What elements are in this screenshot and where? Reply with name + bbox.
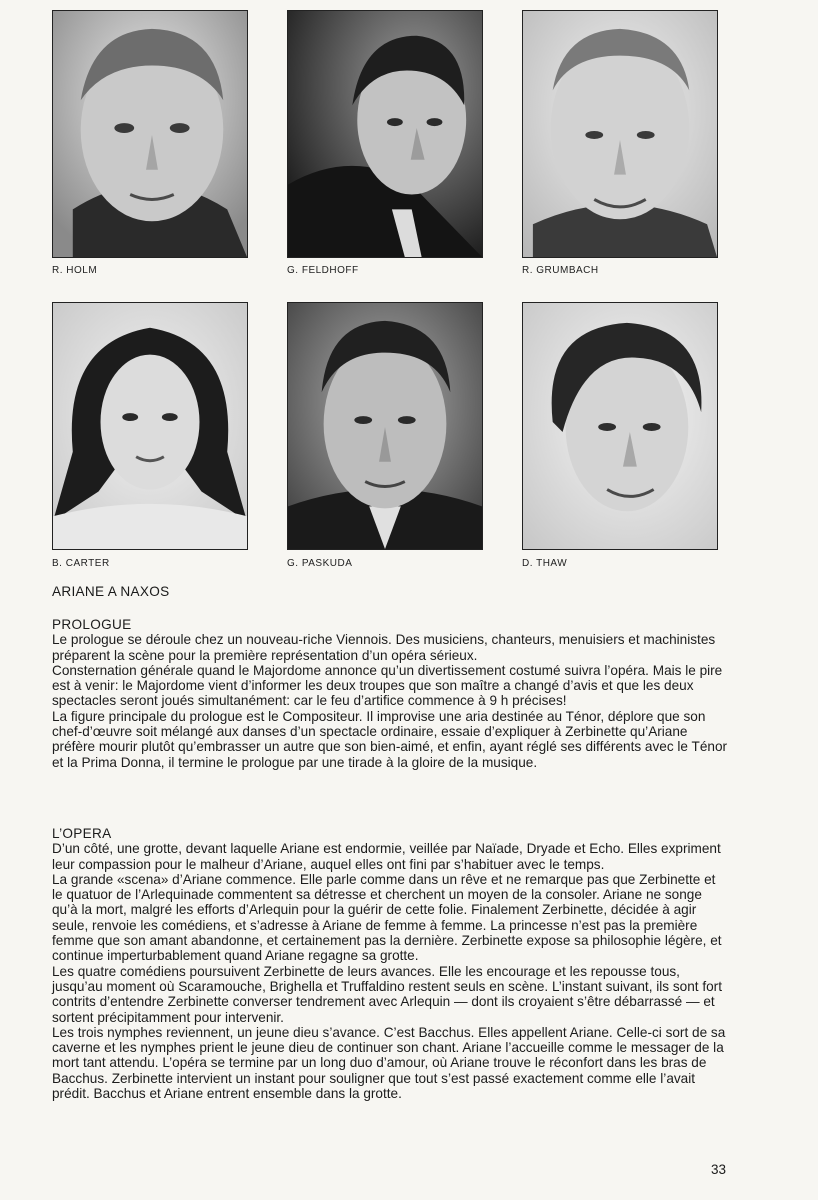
photo-caption: R. HOLM [52, 265, 98, 276]
portrait-photo-thaw [522, 302, 718, 550]
photo-caption: G. PASKUDA [287, 558, 353, 569]
paragraph: Les quatre comédiens poursuivent Zerbinette de leurs avances. Elle les encourage et les repousse tous, jusqu’au moment où Scaramouche, Brighella et Truffaldino restent seuls en scène. L’instant suivant, ils sont fort contrits d’entendre Zerbinette converser tendrement avec Arlequin — dont ils croyaient s’être débarrassé — et sortent précipitamment pour intervenir. [52, 963, 722, 1025]
portrait-photo-holm [52, 10, 248, 258]
paragraph: D’un côté, une grotte, devant laquelle Ariane est endormie, veillée par Naïade, Dryade et Echo. Elles expriment leur compassion pour le malheur d’Ariane, auquel elles ont fini par s’habituer avec le temps. [52, 841, 721, 872]
photo-caption: R. GRUMBACH [522, 265, 599, 276]
paragraph: La figure principale du prologue est le Compositeur. Il improvise une aria destinée au Ténor, déplore que son chef-d’œuvre soit mélangé aux danses d’un spectacle ordinaire, essaie d’expliquer à Zerbinette qu’Ariane préfère mourir plutôt qu’embrasser un autre que son bien-aimé, et enfin, ayant réglé ses différents avec le Ténor et la Prima Donna, il termine le prologue par une tirade à la gloire de la musique. [52, 708, 728, 770]
section-heading: L’OPERA [52, 826, 112, 841]
portrait-photo-feldhoff [287, 10, 483, 258]
photo-caption: D. THAW [522, 558, 568, 569]
paragraph: Consternation générale quand le Majordome annonce qu’un divertissement costumé suivra l’opéra. Mais le pire est à venir: le Majordome vient d’informer les deux troupes que son maître a changé d’avis et que les deux spectacles seront joués simultanément: car le feu d’artifice commence à 9 h précises! [52, 662, 723, 709]
page-title: ARIANE A NAXOS [52, 584, 170, 599]
opera-section [52, 826, 728, 1101]
photo-caption: G. FELDHOFF [287, 265, 359, 276]
paragraph: Les trois nymphes reviennent, un jeune dieu s’avance. C’est Bacchus. Elles appellent Ariane. Celle-ci sort de sa caverne et les nymphes prient le jeune dieu de continuer son chant. Ariane l’accueille comme le messager de la mort tant attendu. L’opéra se termine par un long duo d’amour, où Ariane trouve le réconfort dans les bras de Bacchus. Zerbinette intervient un instant pour souligner que tout s’est passé exactement comme elle l’avait prédit. Bacchus et Ariane entrent ensemble dans la grotte. [52, 1024, 726, 1102]
paragraph: Le prologue se déroule chez un nouveau-riche Viennois. Des musiciens, chanteurs, menuisiers et machinistes préparent la scène pour la première représentation d’un opéra sérieux. [52, 632, 716, 663]
portrait-photo-carter [52, 302, 248, 550]
paragraph: La grande «scena» d’Ariane commence. Elle parle comme dans un rêve et ne remarque pas que Zerbinette et le quatuor de l’Arlequinade commentent sa détresse et cherchent un moyen de la consoler. Ariane ne songe qu’à la mort, malgré les efforts d’Arlequin pour la guérir de cette folie. Finalement Zerbinette, décidée à agir seule, renvoie les comédiens, et s’adresse à Ariane de femme à femme. La princesse n’est pas la première femme que son amant abandonne, et certainement pas la dernière. Zerbinette expose sa philosophie légère, et continue imperturbablement quand Ariane regagne sa grotte. [52, 871, 722, 964]
photo-caption: B. CARTER [52, 558, 110, 569]
portrait-photo-paskuda [287, 302, 483, 550]
portrait-photo-grumbach [522, 10, 718, 258]
page-number: 33 [710, 1162, 726, 1177]
prologue-section [52, 617, 728, 770]
section-heading: PROLOGUE [52, 617, 132, 632]
